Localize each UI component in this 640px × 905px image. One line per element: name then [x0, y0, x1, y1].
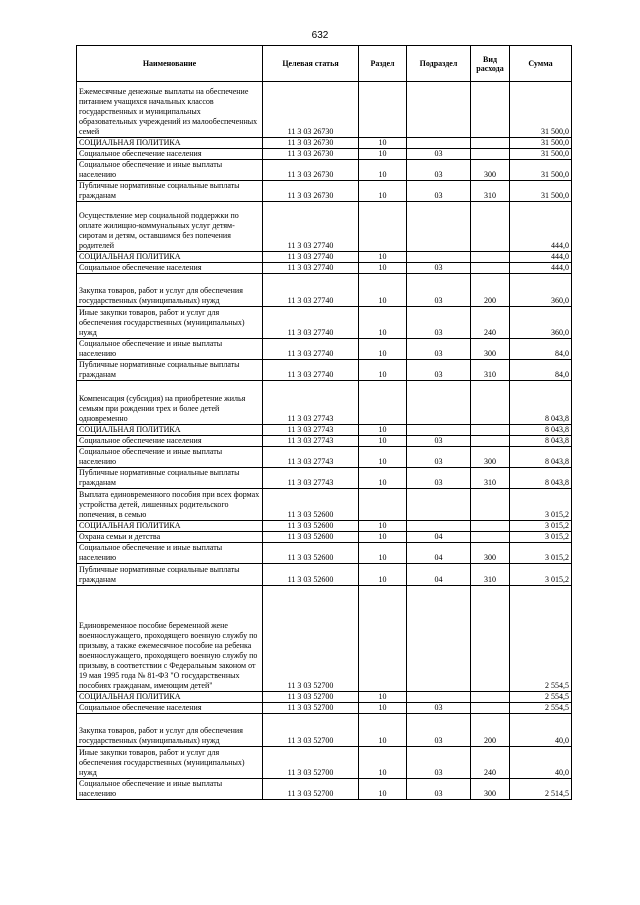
cell-target: 11 3 03 52700 — [263, 714, 359, 747]
cell-expense-type — [471, 425, 510, 436]
cell-target: 11 3 03 27740 — [263, 307, 359, 339]
cell-target: 11 3 03 26730 — [263, 138, 359, 149]
table-row — [77, 160, 572, 181]
cell-subsection: 03 — [407, 468, 471, 489]
cell-sum: 2 514,5 — [510, 779, 572, 800]
cell-subsection: 04 — [407, 532, 471, 543]
table-row — [77, 543, 572, 564]
cell-section: 10 — [359, 747, 407, 779]
header-subsection: Подраздел — [407, 46, 471, 82]
cell-section: 10 — [359, 703, 407, 714]
page-number: 632 — [311, 30, 329, 41]
cell-name: Социальное обеспечение и иные выплаты населению — [77, 543, 263, 564]
cell-subsection — [407, 425, 471, 436]
cell-subsection: 03 — [407, 447, 471, 468]
cell-section: 10 — [359, 181, 407, 202]
cell-name: СОЦИАЛЬНАЯ ПОЛИТИКА — [77, 425, 263, 436]
cell-subsection: 03 — [407, 714, 471, 747]
table-row — [77, 489, 572, 521]
cell-section: 10 — [359, 564, 407, 586]
table-row — [77, 447, 572, 468]
cell-name: Закупка товаров, работ и услуг для обеспечения государственных (муниципальных) нужд — [77, 274, 263, 307]
cell-target: 11 3 03 26730 — [263, 160, 359, 181]
cell-name: Публичные нормативные социальные выплаты гражданам — [77, 181, 263, 202]
cell-expense-type — [471, 252, 510, 263]
cell-subsection — [407, 521, 471, 532]
cell-expense-type: 200 — [471, 274, 510, 307]
cell-target: 11 3 03 27743 — [263, 447, 359, 468]
cell-name: Закупка товаров, работ и услуг для обеспечения государственных (муниципальных) нужд — [77, 714, 263, 747]
table-row — [77, 360, 572, 381]
cell-sum: 444,0 — [510, 252, 572, 263]
cell-target: 11 3 03 52700 — [263, 692, 359, 703]
cell-name: Социальное обеспечение населения — [77, 149, 263, 160]
cell-subsection — [407, 138, 471, 149]
cell-target: 11 3 03 52700 — [263, 779, 359, 800]
cell-sum: 2 554,5 — [510, 586, 572, 692]
cell-name: Публичные нормативные социальные выплаты гражданам — [77, 360, 263, 381]
cell-sum: 2 554,5 — [510, 692, 572, 703]
header-section: Раздел — [359, 46, 407, 82]
cell-section: 10 — [359, 138, 407, 149]
cell-sum: 360,0 — [510, 307, 572, 339]
cell-section — [359, 82, 407, 138]
cell-expense-type: 240 — [471, 747, 510, 779]
cell-target: 11 3 03 52700 — [263, 586, 359, 692]
cell-expense-type — [471, 521, 510, 532]
cell-target: 11 3 03 27740 — [263, 252, 359, 263]
cell-target: 11 3 03 26730 — [263, 181, 359, 202]
table-row — [77, 202, 572, 252]
header-expense-type: Вид расхода — [471, 46, 510, 82]
cell-target: 11 3 03 52700 — [263, 747, 359, 779]
cell-expense-type — [471, 381, 510, 425]
cell-name: СОЦИАЛЬНАЯ ПОЛИТИКА — [77, 138, 263, 149]
cell-subsection: 03 — [407, 360, 471, 381]
cell-subsection — [407, 82, 471, 138]
cell-expense-type: 200 — [471, 714, 510, 747]
cell-name: Публичные нормативные социальные выплаты гражданам — [77, 564, 263, 586]
cell-sum: 3 015,2 — [510, 543, 572, 564]
cell-target: 11 3 03 52600 — [263, 564, 359, 586]
cell-expense-type: 310 — [471, 468, 510, 489]
cell-expense-type — [471, 703, 510, 714]
cell-subsection — [407, 489, 471, 521]
cell-sum: 8 043,8 — [510, 447, 572, 468]
header-sum: Сумма — [510, 46, 572, 82]
cell-target: 11 3 03 27740 — [263, 360, 359, 381]
cell-section: 10 — [359, 468, 407, 489]
cell-expense-type: 310 — [471, 564, 510, 586]
table-row — [77, 381, 572, 425]
cell-subsection — [407, 202, 471, 252]
cell-section: 10 — [359, 436, 407, 447]
cell-name: Иные закупки товаров, работ и услуг для обеспечения государственных (муниципальных) нужд — [77, 307, 263, 339]
cell-sum: 3 015,2 — [510, 489, 572, 521]
cell-sum: 8 043,8 — [510, 468, 572, 489]
header-target: Целевая статья — [263, 46, 359, 82]
cell-sum: 8 043,8 — [510, 425, 572, 436]
cell-section: 10 — [359, 307, 407, 339]
cell-sum: 31 500,0 — [510, 181, 572, 202]
cell-expense-type — [471, 149, 510, 160]
table-row — [77, 747, 572, 779]
cell-subsection: 03 — [407, 307, 471, 339]
cell-section — [359, 489, 407, 521]
table-row — [77, 425, 572, 436]
cell-target: 11 3 03 27740 — [263, 339, 359, 360]
cell-expense-type: 310 — [471, 181, 510, 202]
cell-target: 11 3 03 52600 — [263, 521, 359, 532]
cell-sum: 31 500,0 — [510, 138, 572, 149]
cell-name: Единовременное пособие беременной жене военнослужащего, проходящего военную службу по призыву, а также ежемесячное пособие на ребенка военнослужащего, проходящего военную службу по призыву, в соответствии с Федеральным законом от 19 мая 1995 года № 81-ФЗ "О государственных пособиях гражданам, имеющим детей" — [77, 586, 263, 692]
cell-section — [359, 586, 407, 692]
table-row — [77, 521, 572, 532]
cell-name: СОЦИАЛЬНАЯ ПОЛИТИКА — [77, 521, 263, 532]
cell-target: 11 3 03 27743 — [263, 425, 359, 436]
cell-section: 10 — [359, 252, 407, 263]
table-row — [77, 586, 572, 692]
cell-name: Ежемесячные денежные выплаты на обеспечение питанием учащихся начальных классов государственных и муниципальных образовательных учреждений из малообеспеченных семей — [77, 82, 263, 138]
table-row — [77, 252, 572, 263]
cell-subsection — [407, 586, 471, 692]
cell-subsection: 03 — [407, 181, 471, 202]
cell-section: 10 — [359, 149, 407, 160]
cell-target: 11 3 03 27743 — [263, 381, 359, 425]
table-row — [77, 692, 572, 703]
cell-section: 10 — [359, 532, 407, 543]
budget-table — [76, 45, 572, 800]
cell-name: Социальное обеспечение населения — [77, 703, 263, 714]
cell-expense-type — [471, 138, 510, 149]
cell-expense-type: 300 — [471, 543, 510, 564]
cell-section: 10 — [359, 274, 407, 307]
cell-subsection — [407, 692, 471, 703]
cell-sum: 444,0 — [510, 202, 572, 252]
cell-target: 11 3 03 52600 — [263, 543, 359, 564]
header-name: Наименование — [77, 46, 263, 82]
cell-subsection: 03 — [407, 339, 471, 360]
table-row — [77, 181, 572, 202]
cell-name: Публичные нормативные социальные выплаты гражданам — [77, 468, 263, 489]
cell-name: Компенсация (субсидия) на приобретение жилья семьям при рождении трех и более детей одновременно — [77, 381, 263, 425]
cell-target: 11 3 03 27740 — [263, 202, 359, 252]
table-row — [77, 149, 572, 160]
cell-target: 11 3 03 27743 — [263, 436, 359, 447]
cell-section: 10 — [359, 543, 407, 564]
cell-section: 10 — [359, 714, 407, 747]
table-header-row — [77, 46, 572, 82]
cell-subsection — [407, 252, 471, 263]
cell-sum: 3 015,2 — [510, 521, 572, 532]
cell-section: 10 — [359, 779, 407, 800]
cell-expense-type: 300 — [471, 779, 510, 800]
cell-name: Социальное обеспечение населения — [77, 436, 263, 447]
cell-sum: 84,0 — [510, 339, 572, 360]
cell-target: 11 3 03 52600 — [263, 489, 359, 521]
cell-name: Осуществление мер социальной поддержки по оплате жилищно-коммунальных услуг детям-сиротам и детям, оставшимся без попечения родителей — [77, 202, 263, 252]
cell-target: 11 3 03 52700 — [263, 703, 359, 714]
cell-target: 11 3 03 26730 — [263, 149, 359, 160]
cell-name: Выплата единовременного пособия при всех формах устройства детей, лишенных родительского попечения, в семью — [77, 489, 263, 521]
table-row — [77, 138, 572, 149]
cell-sum: 3 015,2 — [510, 532, 572, 543]
cell-subsection: 03 — [407, 274, 471, 307]
table-row — [77, 714, 572, 747]
cell-expense-type — [471, 436, 510, 447]
cell-sum: 31 500,0 — [510, 82, 572, 138]
cell-section: 10 — [359, 263, 407, 274]
cell-name: Социальное обеспечение и иные выплаты населению — [77, 160, 263, 181]
table-row — [77, 779, 572, 800]
cell-expense-type — [471, 692, 510, 703]
cell-sum: 444,0 — [510, 263, 572, 274]
cell-section: 10 — [359, 160, 407, 181]
cell-expense-type — [471, 586, 510, 692]
cell-expense-type: 300 — [471, 160, 510, 181]
cell-sum: 40,0 — [510, 714, 572, 747]
cell-expense-type: 240 — [471, 307, 510, 339]
cell-subsection — [407, 381, 471, 425]
cell-name: СОЦИАЛЬНАЯ ПОЛИТИКА — [77, 252, 263, 263]
cell-target: 11 3 03 27743 — [263, 468, 359, 489]
cell-expense-type: 300 — [471, 447, 510, 468]
table-row — [77, 468, 572, 489]
cell-name: Социальное обеспечение населения — [77, 263, 263, 274]
cell-expense-type — [471, 82, 510, 138]
table-row — [77, 339, 572, 360]
cell-sum: 2 554,5 — [510, 703, 572, 714]
cell-expense-type — [471, 263, 510, 274]
table-row — [77, 274, 572, 307]
cell-expense-type — [471, 532, 510, 543]
table-row — [77, 703, 572, 714]
cell-sum: 31 500,0 — [510, 160, 572, 181]
cell-section — [359, 381, 407, 425]
table-row — [77, 263, 572, 274]
cell-section: 10 — [359, 425, 407, 436]
cell-subsection: 03 — [407, 436, 471, 447]
cell-section: 10 — [359, 360, 407, 381]
cell-subsection: 03 — [407, 703, 471, 714]
table-row — [77, 564, 572, 586]
table-row — [77, 307, 572, 339]
cell-expense-type — [471, 489, 510, 521]
table-row — [77, 82, 572, 138]
cell-sum: 8 043,8 — [510, 381, 572, 425]
table-row — [77, 532, 572, 543]
cell-expense-type — [471, 202, 510, 252]
cell-name: Охрана семьи и детства — [77, 532, 263, 543]
cell-name: Социальное обеспечение и иные выплаты населению — [77, 339, 263, 360]
cell-subsection: 03 — [407, 160, 471, 181]
cell-name: Социальное обеспечение и иные выплаты населению — [77, 779, 263, 800]
cell-sum: 360,0 — [510, 274, 572, 307]
cell-subsection: 03 — [407, 149, 471, 160]
cell-sum: 3 015,2 — [510, 564, 572, 586]
cell-sum: 84,0 — [510, 360, 572, 381]
cell-section — [359, 202, 407, 252]
cell-expense-type: 310 — [471, 360, 510, 381]
cell-target: 11 3 03 27740 — [263, 274, 359, 307]
cell-sum: 8 043,8 — [510, 436, 572, 447]
cell-sum: 40,0 — [510, 747, 572, 779]
cell-section: 10 — [359, 521, 407, 532]
cell-section: 10 — [359, 339, 407, 360]
cell-subsection: 04 — [407, 543, 471, 564]
cell-subsection: 04 — [407, 564, 471, 586]
cell-expense-type: 300 — [471, 339, 510, 360]
cell-subsection: 03 — [407, 779, 471, 800]
cell-target: 11 3 03 27740 — [263, 263, 359, 274]
cell-name: Социальное обеспечение и иные выплаты населению — [77, 447, 263, 468]
cell-target: 11 3 03 52600 — [263, 532, 359, 543]
cell-subsection: 03 — [407, 747, 471, 779]
cell-sum: 31 500,0 — [510, 149, 572, 160]
table-row — [77, 436, 572, 447]
cell-section: 10 — [359, 692, 407, 703]
cell-name: СОЦИАЛЬНАЯ ПОЛИТИКА — [77, 692, 263, 703]
cell-subsection: 03 — [407, 263, 471, 274]
cell-section: 10 — [359, 447, 407, 468]
cell-name: Иные закупки товаров, работ и услуг для обеспечения государственных (муниципальных) нужд — [77, 747, 263, 779]
cell-target: 11 3 03 26730 — [263, 82, 359, 138]
